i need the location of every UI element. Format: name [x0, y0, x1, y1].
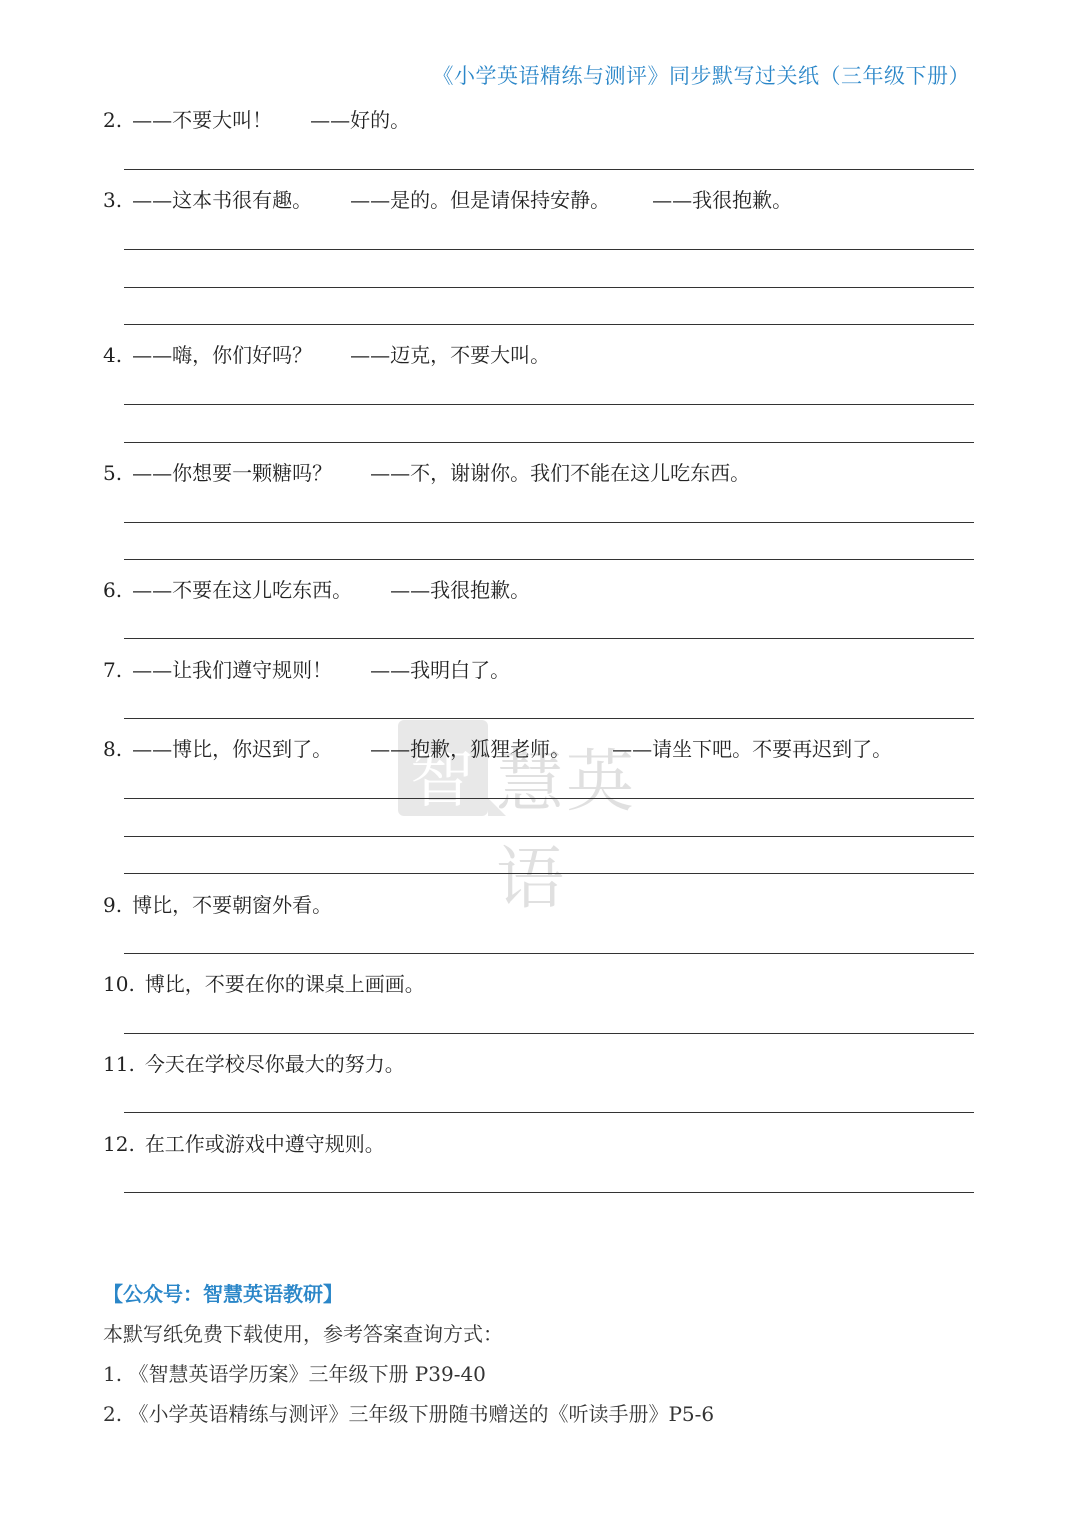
dialogue-line: ——我明白了。	[370, 658, 511, 682]
question-number: 12.	[103, 1132, 135, 1156]
dialogue-line: ——不要大叫！	[132, 108, 273, 132]
question-number: 5.	[103, 461, 123, 485]
answer-line[interactable]	[124, 249, 974, 250]
question-7	[103, 654, 510, 683]
question-10	[103, 968, 425, 997]
question-number: 11.	[103, 1052, 135, 1076]
answer-line[interactable]	[124, 1192, 974, 1193]
dialogue-line: ——你想要一颗糖吗？	[132, 461, 333, 485]
question-number: 6.	[103, 578, 123, 602]
answer-line[interactable]	[124, 324, 974, 325]
watermark-text: 慧英语	[496, 743, 637, 919]
answer-line[interactable]	[124, 1112, 974, 1113]
dialogue-line: ——我很抱歉。	[390, 578, 531, 602]
question-5	[103, 457, 750, 486]
dialogue-line: ——让我们遵守规则！	[132, 658, 333, 682]
sentence: 今天在学校尽你最大的努力。	[144, 1052, 405, 1076]
question-number: 2.	[103, 108, 123, 132]
answer-line[interactable]	[124, 836, 974, 837]
answer-line[interactable]	[124, 1033, 974, 1034]
answer-line[interactable]	[124, 522, 974, 523]
question-number: 10.	[103, 972, 135, 996]
question-11	[103, 1048, 405, 1077]
dialogue-line: ——迈克，不要大叫。	[350, 343, 551, 367]
question-12	[103, 1128, 385, 1157]
dialogue-line: ——抱歉，狐狸老师。	[370, 737, 571, 761]
answer-line[interactable]	[124, 798, 974, 799]
answer-line[interactable]	[124, 953, 974, 954]
footer-title: 【公众号：智慧英语教研】	[103, 1282, 343, 1306]
dialogue-line: ——我很抱歉。	[652, 188, 793, 212]
sentence: 博比，不要朝窗外看。	[132, 893, 333, 917]
sentence: 在工作或游戏中遵守规则。	[144, 1132, 385, 1156]
question-9	[103, 889, 332, 918]
answer-line[interactable]	[124, 442, 974, 443]
question-4	[103, 339, 550, 368]
dialogue-line: ——请坐下吧。不要再迟到了。	[612, 737, 893, 761]
dialogue-line: ——好的。	[310, 108, 411, 132]
dialogue-line: ——嗨，你们好吗？	[132, 343, 313, 367]
footer-intro: 本默写纸免费下载使用，参考答案查询方式：	[103, 1322, 503, 1346]
answer-line[interactable]	[124, 287, 974, 288]
question-number: 8.	[103, 737, 123, 761]
footer-item: 2. 《小学英语精练与测评》三年级下册随书赠送的《听读手册》P5-6	[103, 1402, 715, 1426]
answer-line[interactable]	[124, 404, 974, 405]
answer-line[interactable]	[124, 718, 974, 719]
question-2	[103, 104, 410, 133]
question-number: 7.	[103, 658, 123, 682]
watermark-icon-char: 智	[410, 743, 474, 817]
question-number: 4.	[103, 343, 123, 367]
question-number: 9.	[103, 893, 123, 917]
answer-line[interactable]	[124, 638, 974, 639]
question-number: 3.	[103, 188, 123, 212]
answer-line[interactable]	[124, 873, 974, 874]
sentence: 博比，不要在你的课桌上画画。	[144, 972, 425, 996]
dialogue-line: ——博比，你迟到了。	[132, 737, 333, 761]
answer-line[interactable]	[124, 169, 974, 170]
question-6	[103, 574, 530, 603]
dialogue-line: ——是的。但是请保持安静。	[350, 188, 611, 212]
footer-item: 1. 《智慧英语学历案》三年级下册 P39-40	[103, 1362, 486, 1386]
question-8	[103, 733, 892, 762]
dialogue-line: ——不要在这儿吃东西。	[132, 578, 353, 602]
answer-line[interactable]	[124, 559, 974, 560]
dialogue-line: ——这本书很有趣。	[132, 188, 313, 212]
page-header-title: 《小学英语精练与测评》同步默写过关纸（三年级下册）	[432, 64, 970, 88]
dialogue-line: ——不，谢谢你。我们不能在这儿吃东西。	[370, 461, 751, 485]
question-3	[103, 184, 792, 213]
